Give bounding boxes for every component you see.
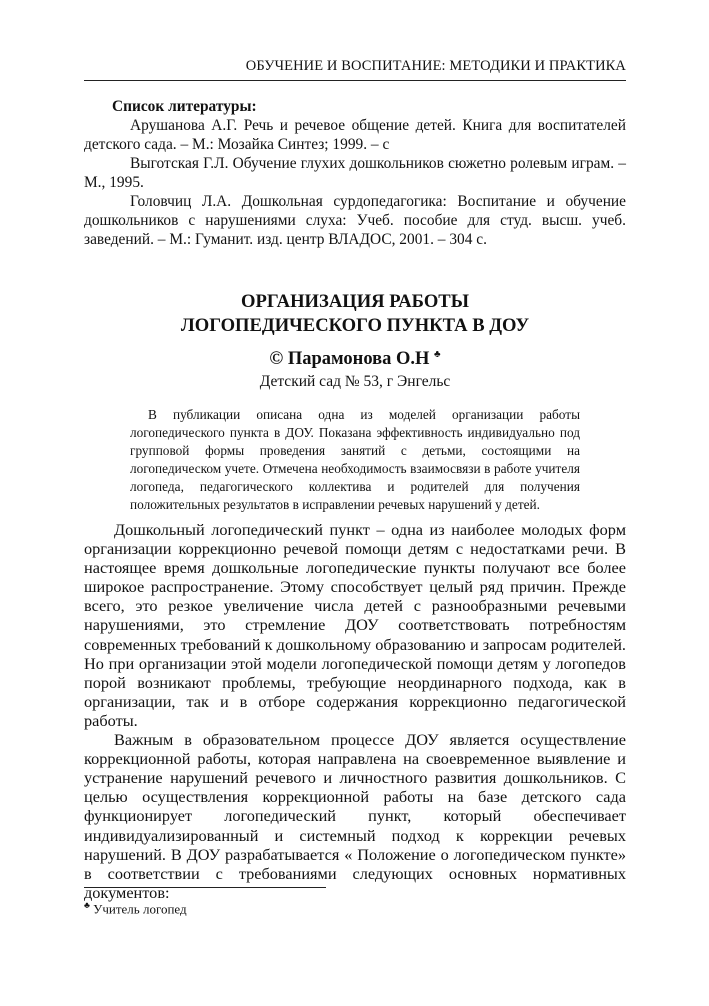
author-affiliation: Детский сад № 53, г Энгельс xyxy=(259,373,451,390)
author-name: © Парамонова О.Н xyxy=(269,349,430,369)
reference-item: Головчиц Л.А. Дошкольная сурдопедагогика: Воспитание и обучение дошкольников с нарушениями слуха: Учеб. пособие для студ. высш. учеб. заведений. – М.: Гуманит. изд. центр ВЛАДОС, 2001. – 304 с. xyxy=(84,193,626,248)
article-title xyxy=(84,290,626,338)
reference-item: Арушанова А.Г. Речь и речевое общение детей. Книга для воспитателей детского сада. – М.: Мозайка Синтез; 1999. – с xyxy=(84,117,626,153)
footnote-divider xyxy=(84,887,326,888)
references-section xyxy=(84,97,626,249)
footnote-text: Учитель логопед xyxy=(93,901,187,917)
footnote xyxy=(84,900,187,917)
article-body xyxy=(84,520,626,902)
body-paragraph: Дошкольный логопедический пункт – одна из наиболее молодых форм организации коррекционно речевой помощи детям с недостатками речи. В настоящее время дошкольные логопедические пункты получают все более широкое распространение. Этому способствует целый ряд причин. Прежде всего, это резкое увеличение числа детей с разнообразными речевыми нарушениями, это стремление ДОУ соответствовать потребностям современных требований к дошкольному образованию и запросам родителей. Но при организации этой модели логопедической помощи детям у логопедов порой возникают проблемы, требующие неординарного подхода, как в организации, так и в отборе содержания коррекционно педагогической работы. xyxy=(84,520,626,730)
references-title: Список литературы: xyxy=(112,98,257,115)
running-header xyxy=(84,58,626,81)
club-footnote-mark: ♣ xyxy=(84,900,90,910)
article-title-line: ЛОГОПЕДИЧЕСКОГО ПУНКТА В ДОУ xyxy=(180,315,530,336)
running-title: ОБУЧЕНИЕ И ВОСПИТАНИЕ: МЕТОДИКИ И ПРАКТИКА xyxy=(245,58,626,74)
club-footnote-mark: ♣ xyxy=(434,349,441,360)
reference-item: Выготская Г.Л. Обучение глухих дошкольников сюжетно ролевым играм. – М., 1995. xyxy=(84,155,626,191)
body-paragraph: Важным в образовательном процессе ДОУ является осуществление коррекционной работы, которая направлена на своевременное выявление и устранение нарушений речевого и личностного развития дошкольников. С целью осуществления коррекционной работы на базе детского сада функционирует логопедический пункт, который обеспечивает индивидуализированный и системный подход к коррекции речевых нарушений. В ДОУ разрабатывается « Положение о логопедическом пункте» в соответствии с требованиями следующих основных нормативных документов: xyxy=(84,730,626,902)
article-abstract: В публикации описана одна из моделей организации работы логопедического пункта в ДОУ. Показана эффективность индивидуально под групповой формы проведения занятий с детьми, состоящими на логопедическом учете. Отмечена необходимость взаимосвязи в работе учителя логопеда, педагогического коллектива и родителей для получения положительных результатов в исправлении речевых нарушений у детей. xyxy=(130,407,580,512)
article-author xyxy=(84,349,626,370)
article-title-line: ОРГАНИЗАЦИЯ РАБОТЫ xyxy=(241,291,469,312)
